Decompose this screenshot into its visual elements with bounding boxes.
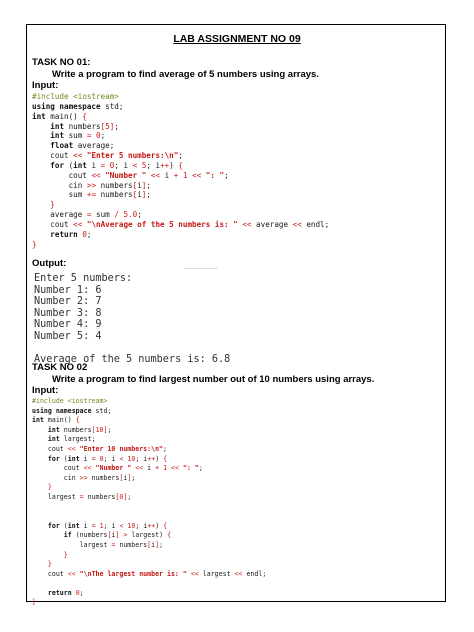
task1-output-label: Output: [32,258,67,269]
task1-code-line: cout << "\nAverage of the 5 numbers is: " << average << endl; [32,219,330,229]
task2-code-line: #include <iostream> [32,397,108,405]
task1-code-line: cout << "Enter 5 numbers:\n"; [32,151,183,161]
task2-code-line: } [32,598,36,607]
task2-code-line: for (int i = 1; i < 10; i++) { [47,521,168,530]
task1-code-block [32,92,329,250]
console-line [34,342,230,354]
task2-code-line: int numbers[10]; [47,425,112,434]
task2-code-line: for (int i = 0; i < 10; i++) { [47,454,168,463]
task2-code-line: int largest; [47,435,96,444]
task2-code-line: } [63,550,68,559]
task1-code-line: int numbers[5]; [50,121,119,131]
task2-code-line: if (numbers[i] > largest) { [63,531,172,540]
task1-code-line: int sum = 0; [50,131,106,141]
task1-heading: TASK NO 01: [32,57,91,68]
console-line: Average of the 5 numbers is: 6.8 [34,353,231,365]
task2-code-line: cout << "Enter 10 numbers:\n"; [32,444,168,453]
task1-code-line: cout << "Number " << i + 1 << ": "; [32,170,229,180]
console-line: Number 2: 7 [34,296,102,307]
task2-code-line: using namespace std; [32,406,112,415]
task2-code-line: int main() { [32,416,80,425]
console-line: Number 1: 6 [34,284,102,296]
task2-code-line: cin >> numbers[i]; [32,473,136,482]
task1-code-line: float average; [50,141,115,151]
task1-description: Write a program to find average of 5 numbers using arrays. [52,69,319,80]
task1-code-line: sum += numbers[i]; [32,190,151,200]
task1-code-line: cin >> numbers[i]; [32,180,151,190]
task1-code-line: average = sum / 5.0; [32,210,142,220]
task1-input-label: Input: [32,80,59,91]
task2-code-line: } [47,560,52,569]
task2-code-line: return 0; [47,588,84,597]
task2-code-line: cout << "Number " << i + 1 << ": "; [32,464,203,473]
task1-code-line: } [32,239,37,249]
task2-code-line [32,503,266,513]
task2-description: Write a program to find largest number out of 10 numbers using arrays. [52,374,375,385]
task1-code-line: for (int i = 0; i < 5; i++) { [50,160,183,170]
task1-code-line: } [50,200,55,210]
task1-code-line: int main() { [32,111,87,121]
console-line: Enter 5 numbers: [34,273,133,284]
task2-code-line: largest = numbers[i]; [32,540,164,549]
task2-input-label: Input: [32,385,59,396]
divider-mark [184,268,218,269]
document-title: LAB ASSIGNMENT NO 09 [173,33,301,45]
task2-code-line [32,579,266,589]
task1-code-line: return 0; [50,229,92,239]
task1-console-output [34,273,230,365]
task1-code-line: using namespace std; [32,101,124,111]
task2-code-line [32,512,266,522]
task2-heading: TASK NO 02 [32,362,88,373]
console-line: Number 3: 8 [34,307,102,319]
console-line: Number 4: 9 [34,319,102,330]
task1-code-line: #include <iostream> [32,92,119,101]
task2-code-block [32,397,266,608]
console-line: Number 5: 4 [34,330,102,342]
task2-code-line: cout << "\nThe largest number is: " << largest << endl; [32,569,267,578]
task2-code-line: } [47,483,52,492]
task2-code-line: largest = numbers[0]; [32,492,132,501]
